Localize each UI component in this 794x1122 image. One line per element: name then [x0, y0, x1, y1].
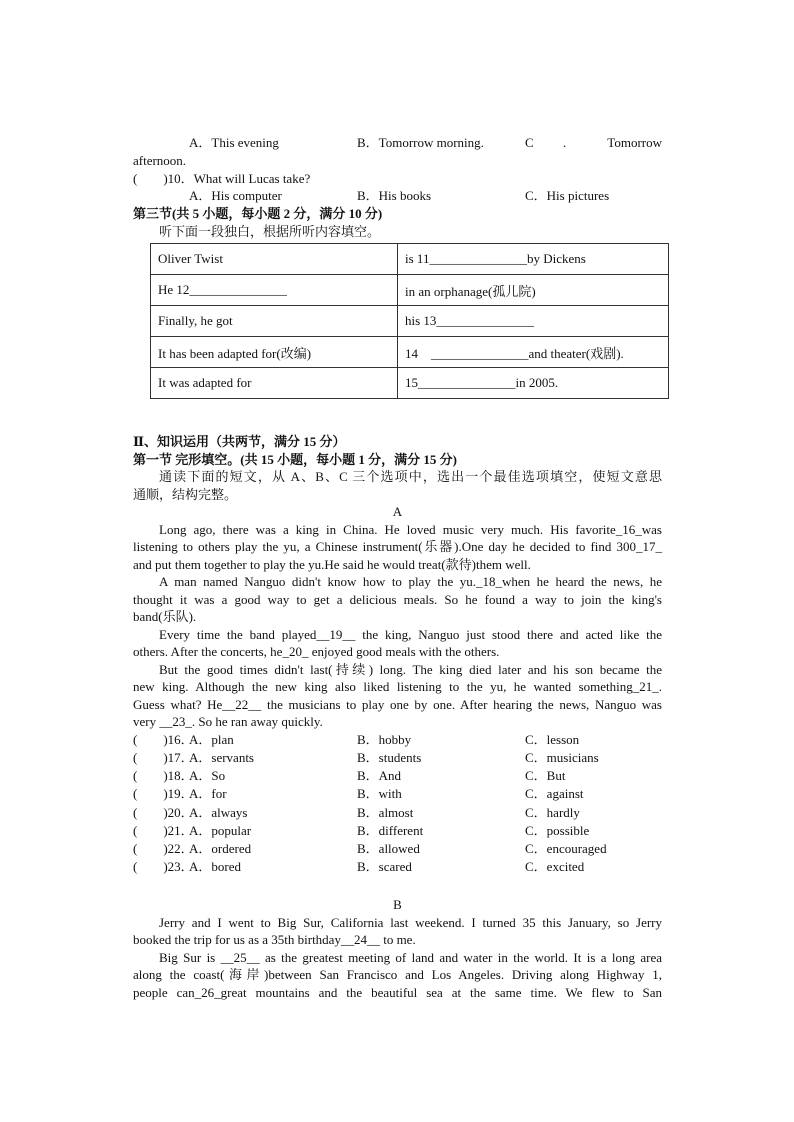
question-row	[133, 840, 662, 858]
passage-a-label: A	[392, 504, 403, 520]
passage-b-text: people can_26_great mountains and the beautiful sea at the same time. We flew to San	[133, 984, 662, 1000]
option-a[interactable]: A．servants	[189, 750, 254, 766]
exam-page	[133, 134, 662, 1001]
option-b[interactable]: B．And	[357, 768, 402, 784]
option-a[interactable]: A．So	[189, 768, 226, 784]
question-number: ( )16．	[133, 731, 194, 747]
fill-in-table	[150, 243, 669, 399]
passage-a-text: Long ago, there was a king in China. He loved music very much. His favorite_16_was	[159, 521, 662, 537]
question-number: ( )20．	[133, 804, 194, 820]
option-a[interactable]: A．bored	[189, 859, 241, 875]
passage-a-text: Every time the band played__19__ the king, Nanguo just stood there and acted like the	[159, 626, 662, 642]
option-b[interactable]: B．students	[357, 750, 422, 766]
table-row	[151, 275, 669, 306]
q9-option-c-continued: afternoon.	[133, 153, 187, 169]
option-a[interactable]: A．popular	[189, 822, 252, 838]
option-b[interactable]: B．hobby	[357, 731, 412, 747]
question-number: ( )18．	[133, 768, 194, 784]
option-b[interactable]: B．different	[357, 822, 424, 838]
option-a[interactable]: A．plan	[189, 731, 234, 747]
option-b[interactable]: B．almost	[357, 804, 414, 820]
table-row	[151, 337, 669, 368]
table-cell-left: It has been adapted for(改编)	[151, 337, 398, 368]
question-number: ( )23．	[133, 859, 194, 875]
q10-options	[133, 187, 662, 205]
option-c[interactable]: C．possible	[525, 822, 590, 838]
option-c[interactable]: C．lesson	[525, 731, 580, 747]
q9-options	[133, 134, 662, 152]
passage-a-text: others. After the concerts, he_20_ enjoyed good meals with the others.	[133, 644, 500, 660]
question-row	[133, 731, 662, 749]
option-c[interactable]: C．But	[525, 768, 566, 784]
q9-option-b[interactable]: B．Tomorrow morning.	[357, 135, 484, 150]
q9-option-c-dot: .	[563, 135, 567, 150]
part2-instruction-line1: 通读下面的短文，从 A、B、C 三个选项中，选出一个最佳选项填空，使短文意思	[159, 469, 662, 485]
question-number: ( )21．	[133, 822, 194, 838]
question-row	[133, 785, 662, 803]
passage-a-text: listening to others play the yu, a Chinese instrument(乐器).One day he decided to find 300_17_	[133, 539, 662, 555]
passage-a-text: But the good times didn't last(持续) long. The king died later and his son became the	[159, 661, 662, 677]
passage-b-text: along the coast(海岸)between San Francisco and Los Angeles. Driving along Highway 1,	[133, 967, 662, 983]
option-b[interactable]: B．with	[357, 786, 402, 802]
part2-title: Ⅱ、知识运用（共两节，满分 15 分）	[133, 434, 346, 450]
passage-b-text: Big Sur is __25__ as the greatest meeting of land and water in the world. It is a long area	[159, 949, 662, 965]
passage-b-text: booked the trip for us as a 35th birthday__24__ to me.	[133, 932, 416, 948]
option-c[interactable]: C．musicians	[525, 750, 599, 766]
question-row	[133, 749, 662, 767]
table-cell-right[interactable]: 15_______________in 2005.	[398, 368, 669, 399]
section3-title: 第三节(共 5 小题，每小题 2 分，满分 10 分)	[133, 206, 383, 222]
passage-b-text: Jerry and I went to Big Sur, California last weekend. I turned 35 this January, so Jerry	[159, 914, 662, 930]
question-number: ( )22．	[133, 841, 194, 856]
table-row	[151, 306, 669, 337]
passage-a-text: A man named Nanguo didn't know how to play the yu._18_when he heard the news, he	[159, 574, 662, 590]
table-row	[151, 368, 669, 399]
part2-section1-title: 第一节 完形填空。(共 15 小题，每小题 1 分，满分 15 分)	[133, 451, 457, 467]
passage-a-text: thought it was a good way to get a delicious meals. So he found a way to join the king's	[133, 591, 662, 607]
passage-a-text: very __23_. So he ran away quickly.	[133, 714, 323, 730]
option-b[interactable]: B．scared	[357, 859, 412, 875]
passage-a-text: band(乐队).	[133, 609, 197, 625]
question-row	[133, 822, 662, 840]
question-row	[133, 804, 662, 822]
table-cell-left[interactable]: He 12_______________	[151, 275, 398, 306]
passage-b-label: B	[393, 897, 402, 913]
option-a[interactable]: A．ordered	[189, 841, 252, 856]
q9-option-c-text[interactable]: Tomorrow	[607, 135, 662, 150]
question-number: ( )17．	[133, 750, 194, 766]
question-number: ( )19．	[133, 786, 194, 802]
table-cell-left: It was adapted for	[151, 368, 398, 399]
table-cell-right[interactable]: 14 _______________and theater(戏剧).	[398, 337, 669, 368]
option-a[interactable]: A．always	[189, 804, 248, 820]
q10-option-c[interactable]: C．His pictures	[525, 188, 610, 204]
part2-instruction-line2: 通顺，结构完整。	[133, 486, 238, 502]
table-cell-left: Oliver Twist	[151, 244, 398, 275]
option-c[interactable]: C．hardly	[525, 804, 580, 820]
table-cell-right: in an orphanage(孤儿院)	[398, 275, 669, 306]
question-row	[133, 858, 662, 876]
table-cell-right[interactable]: his 13_______________	[398, 306, 669, 337]
passage-a-text: and put them together to play the yu.He said he would treat(款待)them well.	[133, 556, 531, 572]
section3-instruction: 听下面一段独白，根据所听内容填空。	[159, 223, 381, 239]
q9-option-a[interactable]: A．This evening	[189, 135, 279, 150]
q10-stem: ( )10．What will Lucas take?	[133, 170, 311, 186]
option-c[interactable]: C．excited	[525, 859, 585, 875]
passage-a-text: Guess what? He__22__ the musicians to play one by one. After hearing the news, Nanguo was	[133, 696, 662, 712]
q10-option-b[interactable]: B．His books	[357, 188, 432, 204]
q9-option-c-letter[interactable]: C	[525, 135, 534, 150]
question-row	[133, 767, 662, 785]
table-cell-right[interactable]: is 11_______________by Dickens	[398, 244, 669, 275]
table-row	[151, 244, 669, 275]
q10-option-a[interactable]: A．His computer	[189, 188, 282, 204]
passage-a-text: new king. Although the new king also liked listening to the yu, he wanted something_21_.	[133, 679, 662, 695]
option-b[interactable]: B．allowed	[357, 841, 420, 856]
table-cell-left: Finally, he got	[151, 306, 398, 337]
option-c[interactable]: C．against	[525, 786, 584, 802]
option-a[interactable]: A．for	[189, 786, 227, 802]
option-c[interactable]: C．encouraged	[525, 841, 607, 856]
